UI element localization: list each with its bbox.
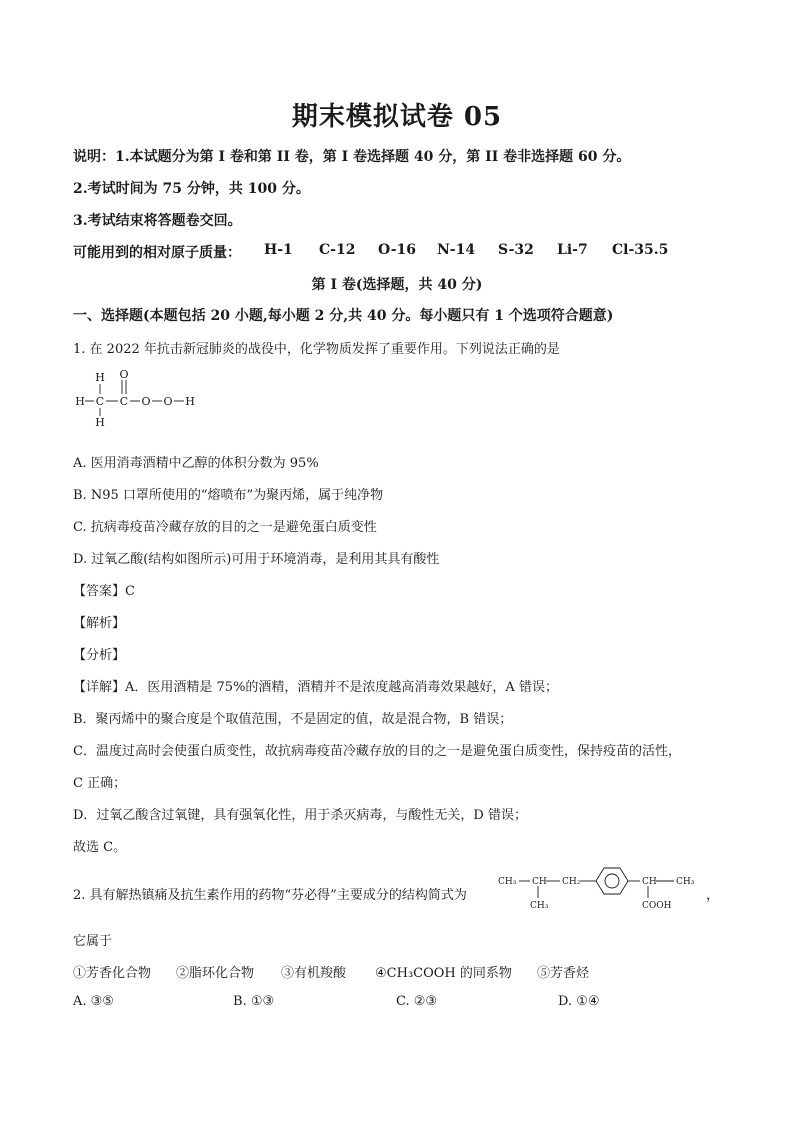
atomic-mass-c: C-12 xyxy=(319,242,356,258)
q1-option-a: A. 医用消毒酒精中乙醇的体积分数为 95% xyxy=(73,456,319,471)
struct-ch2: CH₂ xyxy=(562,877,581,887)
struct-atom-c2: C xyxy=(119,395,129,408)
note-3: 3.考试结束将答题卷交回。 xyxy=(73,213,242,229)
q2-choice-5: ⑤芳香烃 xyxy=(537,966,590,981)
peracetic-acid-structure xyxy=(72,368,202,432)
struct-ch3-branch: CH₃ xyxy=(530,901,549,911)
q1-answer xyxy=(73,580,135,599)
q2-option-b: B. ①③ xyxy=(233,994,275,1009)
atomic-mass-label: 可能用到的相对原子质量： xyxy=(73,245,241,261)
struct-atom-c1: C xyxy=(95,395,105,408)
struct-ch-left: CH xyxy=(532,877,547,887)
detail-line-c2: C 正确； xyxy=(73,776,127,791)
struct-atom-o1: O xyxy=(141,395,151,408)
struct-atom-h-top: H xyxy=(95,371,105,384)
struct-atom-h-end: H xyxy=(185,395,195,408)
q2-choice-1: ①芳香化合物 xyxy=(73,966,152,981)
struct-ch3-right: CH₃ xyxy=(676,877,695,887)
atomic-mass-cl: Cl-35.5 xyxy=(612,242,669,258)
note-1: 说明：1.本试题分为第 I 卷和第 II 卷，第 I 卷选择题 40 分，第 II 卷非选择题 60 分。 xyxy=(73,149,631,165)
q2-option-c: C. ②③ xyxy=(396,994,438,1009)
struct-atom-o2: O xyxy=(163,395,173,408)
q1-option-d: D. 过氧乙酸(结构如图所示)可用于环境消毒，是利用其具有酸性 xyxy=(73,552,440,567)
page-title: 期末模拟试卷 05 xyxy=(291,102,503,132)
struct-atom-h-bottom: H xyxy=(95,416,105,429)
struct-atom-h-left: H xyxy=(75,395,85,408)
q1-option-b: B. N95 口罩所使用的“熔喷布”为聚丙烯，属于纯净物 xyxy=(73,488,384,503)
q2-choice-2: ②脂环化合物 xyxy=(176,966,255,981)
q1-stem: 1. 在 2022 年抗击新冠肺炎的战役中，化学物质发挥了重要作用。下列说法正确的是 xyxy=(73,342,560,357)
atomic-mass-o: O-16 xyxy=(378,242,417,258)
q2-comma: ， xyxy=(706,888,720,903)
detail-line-b: B．聚丙烯中的聚合度是个取值范围，不是固定的值，故是混合物，B 错误； xyxy=(73,712,513,727)
fenxi-label: 【分析】 xyxy=(73,648,126,663)
section-title: 第 I 卷(选择题，共 40 分) xyxy=(311,277,483,293)
answer-label: 【答案】 xyxy=(73,584,126,599)
detail-line-1 xyxy=(73,676,558,695)
struct-cooh: COOH xyxy=(642,901,672,911)
q2-stem-2: 它属于 xyxy=(73,934,113,949)
note-2: 2.考试时间为 75 分钟，共 100 分。 xyxy=(73,181,310,197)
atomic-mass-s: S-32 xyxy=(498,242,534,258)
q2-option-a: A. ③⑤ xyxy=(73,994,114,1009)
struct-atom-o-carbonyl: O xyxy=(119,368,129,381)
q1-option-c: C. 抗病毒疫苗冷藏存放的目的之一是避免蛋白质变性 xyxy=(73,520,377,535)
q2-choice-4: ④CH₃COOH 的同系物 xyxy=(375,966,512,981)
detail-line-c: C．温度过高时会使蛋白质变性，故抗病毒疫苗冷藏存放的目的之一是避免蛋白质变性，保持疫苗的活性， xyxy=(73,744,681,759)
q2-stem: 2. 具有解热镇痛及抗生素作用的药物“芬必得”主要成分的结构简式为 xyxy=(73,888,467,903)
analysis-label: 【解析】 xyxy=(73,616,126,631)
ibuprofen-structure xyxy=(496,862,706,918)
detail-line-d: D．过氧乙酸含过氧键，具有强氧化性，用于杀灭病毒，与酸性无关，D 错误； xyxy=(73,808,527,823)
detail-label: 【详解】 xyxy=(73,680,126,695)
part-one-heading: 一、选择题(本题包括 20 小题,每小题 2 分,共 40 分。每小题只有 1 个选项符合题意) xyxy=(73,308,614,324)
detail-text-a: A．医用酒精是 75%的酒精，酒精并不是浓度越高消毒效果越好，A 错误； xyxy=(125,680,558,695)
struct-ch-right: CH xyxy=(642,877,657,887)
q2-option-d: D. ①④ xyxy=(558,994,600,1009)
detail-conclusion: 故选 C。 xyxy=(73,840,127,855)
atomic-mass-h: H-1 xyxy=(264,242,293,258)
answer-value: C xyxy=(125,584,135,599)
struct-ch3-left: CH₃ xyxy=(498,877,517,887)
q2-choice-3: ③有机羧酸 xyxy=(281,966,347,981)
atomic-mass-n: N-14 xyxy=(437,242,476,258)
atomic-mass-li: Li-7 xyxy=(557,242,588,258)
